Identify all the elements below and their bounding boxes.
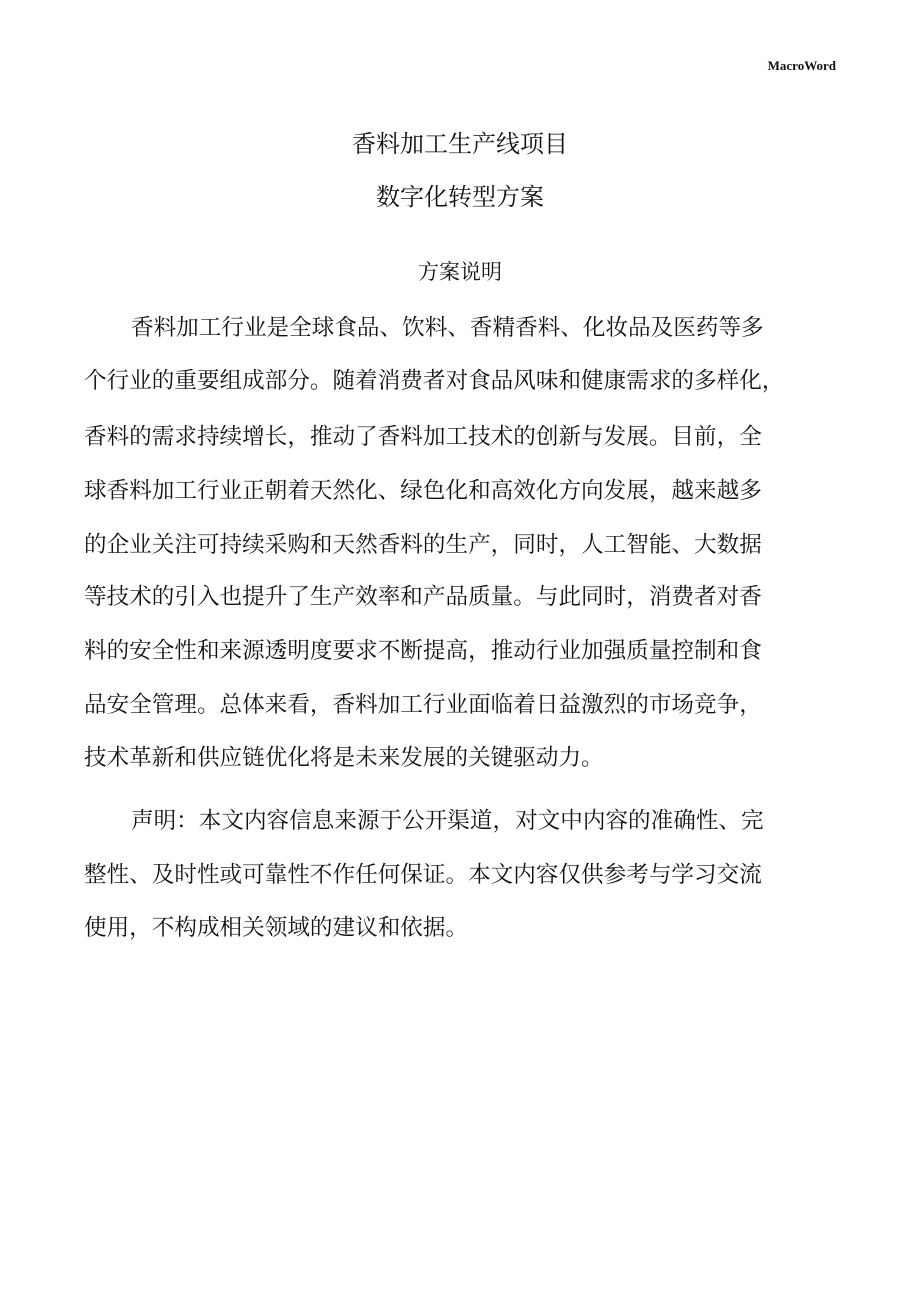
- section-heading: 方案说明: [418, 260, 502, 284]
- paragraph-line: 香料加工行业是全球食品、饮料、香精香料、化妆品及医药等多: [131, 315, 764, 341]
- paragraph-line: 技术革新和供应链优化将是未来发展的关键驱动力。: [84, 745, 604, 771]
- document-title-line-1: 香料加工生产线项目: [352, 130, 568, 158]
- disclaimer-line: 声明：本文内容信息来源于公开渠道，对文中内容的准确性、完: [131, 808, 764, 834]
- paragraph-line: 等技术的引入也提升了生产效率和产品质量。与此同时，消费者对香: [84, 584, 762, 610]
- document-title-line-2: 数字化转型方案: [376, 183, 544, 211]
- paragraph-line: 球香料加工行业正朝着天然化、绿色化和高效化方向发展，越来越多: [84, 478, 762, 504]
- header-brand: MacroWord: [767, 58, 836, 73]
- paragraph-line: 香料的需求持续增长，推动了香料加工技术的创新与发展。目前，全: [84, 424, 762, 450]
- disclaimer-line: 整性、及时性或可靠性不作任何保证。本文内容仅供参考与学习交流: [84, 862, 762, 888]
- paragraph-line: 个行业的重要组成部分。随着消费者对食品风味和健康需求的多样化，: [84, 368, 785, 394]
- paragraph-line: 料的安全性和来源透明度要求不断提高，推动行业加强质量控制和食: [84, 638, 762, 664]
- paragraph-line: 的企业关注可持续采购和天然香料的生产，同时，人工智能、大数据: [84, 532, 762, 558]
- paragraph-line: 品安全管理。总体来看，香料加工行业面临着日益激烈的市场竞争，: [84, 692, 762, 718]
- disclaimer-line: 使用，不构成相关领域的建议和依据。: [84, 915, 469, 941]
